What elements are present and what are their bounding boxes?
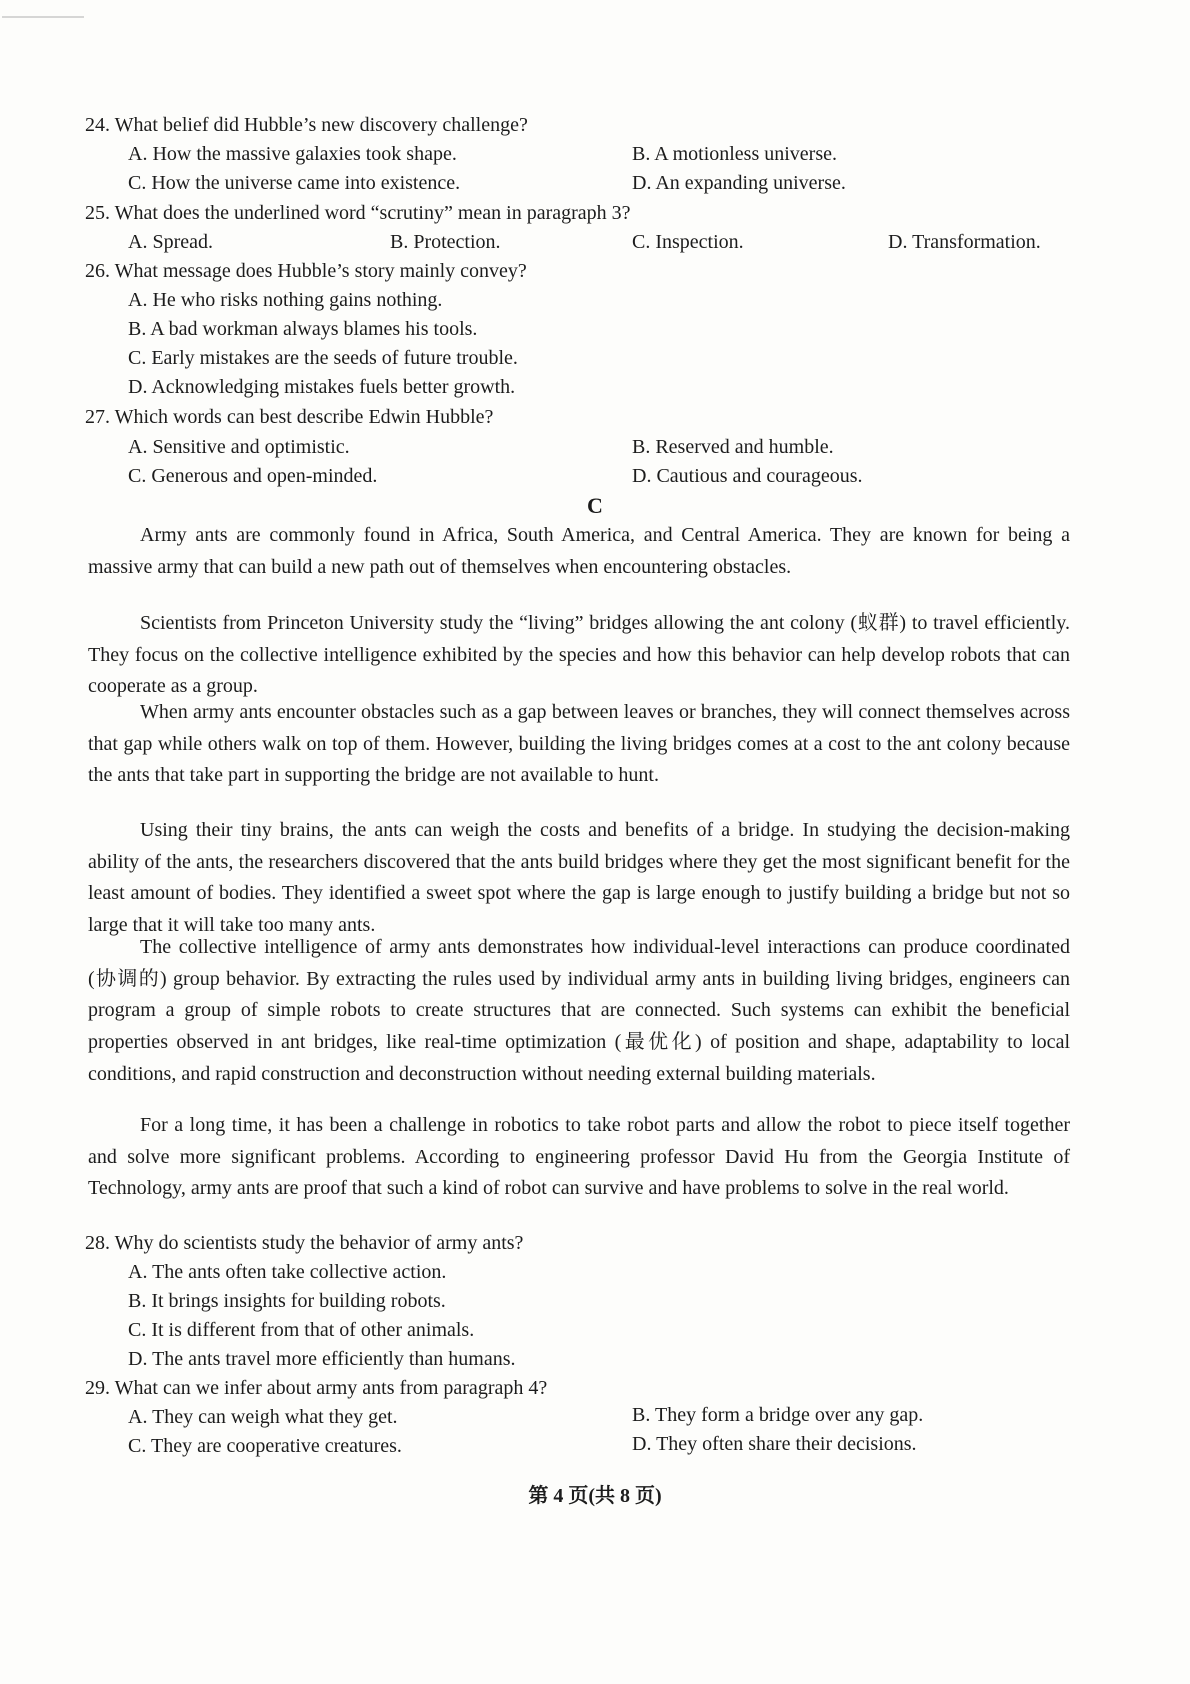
- question-28-stem: 28. Why do scientists study the behavior of army ants?: [85, 1232, 524, 1254]
- q29-option-b: B. They form a bridge over any gap.: [632, 1404, 924, 1426]
- q28-option-b: B. It brings insights for building robots.: [128, 1290, 446, 1312]
- q26-option-b: B. A bad workman always blames his tools.: [128, 318, 478, 340]
- q26-option-c: C. Early mistakes are the seeds of future trouble.: [128, 347, 518, 369]
- question-29-stem: 29. What can we infer about army ants from paragraph 4?: [85, 1377, 548, 1399]
- q25-option-a: A. Spread.: [128, 231, 213, 253]
- scan-artifact: [2, 16, 84, 18]
- q26-option-a: A. He who risks nothing gains nothing.: [128, 289, 443, 311]
- q24-option-c: C. How the universe came into existence.: [128, 172, 461, 194]
- q24-option-b: B. A motionless universe.: [632, 143, 837, 165]
- passage-paragraph-4: Using their tiny brains, the ants can weigh the costs and benefits of a bridge. In studying the decision-making ability of the ants, the researchers discovered that the ants build bridges where they get the most significant benefit for the least amount of bodies. They identified a sweet spot where the gap is large enough to justify building a bridge but not so large that it will take too many ants.: [88, 819, 1070, 937]
- q25-option-b: B. Protection.: [390, 231, 501, 253]
- question-26-stem: 26. What message does Hubble’s story mainly convey?: [85, 260, 527, 282]
- q27-option-b: B. Reserved and humble.: [632, 436, 834, 458]
- passage-paragraph-2: Scientists from Princeton University study the “living” bridges allowing the ant colony (蚁群) to travel efficiently. They focus on the collective intelligence exhibited by the species and how this behavior can help develop robots that can cooperate as a group.: [88, 612, 1070, 698]
- passage-paragraph-1: Army ants are commonly found in Africa, South America, and Central America. They are known for being a massive army that can build a new path out of themselves when encountering obstacles.: [88, 524, 1070, 578]
- page-number-footer: 第 4 页(共 8 页): [528, 1485, 662, 1507]
- q28-option-c: C. It is different from that of other animals.: [128, 1319, 475, 1341]
- q26-option-d: D. Acknowledging mistakes fuels better growth.: [128, 376, 516, 398]
- question-25-stem: 25. What does the underlined word “scrutiny” mean in paragraph 3?: [85, 202, 631, 224]
- q29-option-c: C. They are cooperative creatures.: [128, 1435, 402, 1457]
- q28-option-d: D. The ants travel more efficiently than humans.: [128, 1348, 516, 1370]
- q28-option-a: A. The ants often take collective action.: [128, 1261, 447, 1283]
- passage-paragraph-3: When army ants encounter obstacles such as a gap between leaves or branches, they will connect themselves across that gap while others walk on top of them. However, building the living bridges comes at a cost to the ant colony because the ants that take part in supporting the bridge are not available to hunt.: [88, 701, 1070, 787]
- q27-option-d: D. Cautious and courageous.: [632, 465, 863, 487]
- passage-paragraph-5: The collective intelligence of army ants demonstrates how individual-level interactions can produce coordinated (协调的) group behavior. By extracting the rules used by individual army ants in building living bridges, engineers can program a group of simple robots to create structures that are connected. Such systems can exhibit the beneficial properties observed in ant bridges, like real-time optimization (最优化) of position and shape, adaptability to local conditions, and rapid construction and deconstruction without needing external building materials.: [88, 936, 1070, 1085]
- q27-option-c: C. Generous and open-minded.: [128, 465, 378, 487]
- q25-option-c: C. Inspection.: [632, 231, 744, 253]
- q24-option-d: D. An expanding universe.: [632, 172, 846, 194]
- q27-option-a: A. Sensitive and optimistic.: [128, 436, 350, 458]
- question-27-stem: 27. Which words can best describe Edwin Hubble?: [85, 406, 494, 428]
- q24-option-a: A. How the massive galaxies took shape.: [128, 143, 457, 165]
- passage-paragraph-6: For a long time, it has been a challenge in robotics to take robot parts and allow the robot to piece itself together and solve more significant problems. According to engineering professor David Hu from the Georgia Institute of Technology, army ants are proof that such a kind of robot can survive and have problems to solve in the real world.: [88, 1114, 1070, 1200]
- section-heading-c: C: [587, 493, 603, 518]
- q25-option-d: D. Transformation.: [888, 231, 1041, 253]
- q29-option-a: A. They can weigh what they get.: [128, 1406, 398, 1428]
- question-24-stem: 24. What belief did Hubble’s new discovery challenge?: [85, 114, 528, 136]
- q29-option-d: D. They often share their decisions.: [632, 1433, 917, 1455]
